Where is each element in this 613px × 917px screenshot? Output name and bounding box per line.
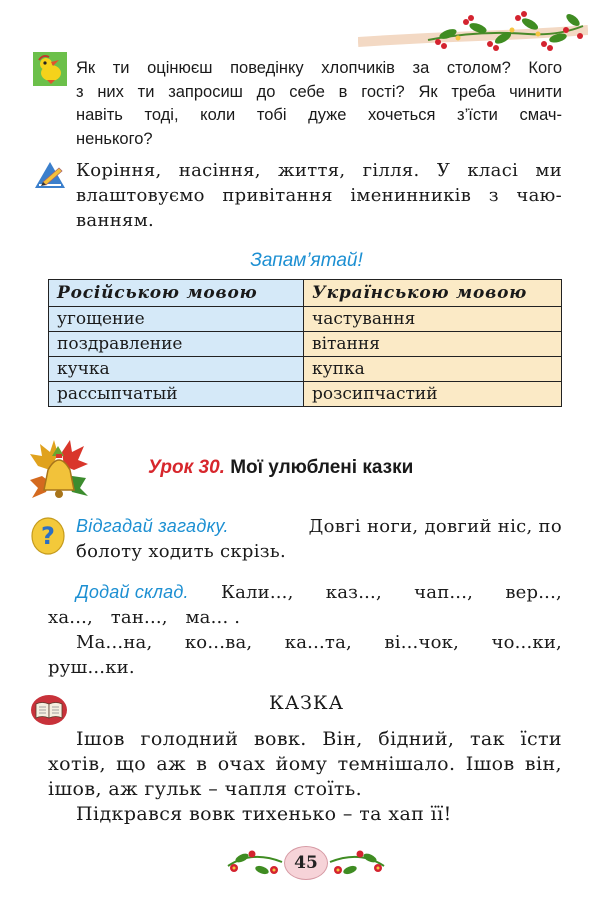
story-line: хотів, що аж в очах йому темнішало. Ішов він,: [48, 753, 562, 775]
question-line: з них ти запросиш до себе в гості? Як треба чинити: [76, 82, 562, 101]
remember-title: Запам’ятай!: [250, 250, 363, 271]
ukrainian-word: вітання: [304, 332, 562, 357]
syllables-line: [48, 630, 562, 655]
lesson-title: Мої улюблені казки: [230, 457, 414, 478]
question-line: ненького?: [76, 129, 153, 148]
dictation-line: ванням.: [76, 210, 155, 231]
syllable-item: ко...ва,: [184, 632, 253, 653]
dictation-paragraph: [76, 158, 562, 233]
russian-word: рассыпчатый: [49, 382, 304, 407]
ukrainian-word: частування: [304, 307, 562, 332]
dictation-line: влаштовуємо привітання іменинників з чаю-: [76, 185, 562, 206]
riddle-line: [76, 514, 562, 539]
syllables-line: ха..., тан..., ма... .: [48, 607, 241, 628]
story-line: Ішов голодний вовк. Він, бідний, так їсти: [76, 728, 562, 750]
russian-word: угощение: [49, 307, 304, 332]
table-row: [49, 332, 562, 357]
ukrainian-word: розсипчастий: [304, 382, 562, 407]
page-number: 45: [284, 846, 328, 880]
syllable-item: Ма...на,: [76, 632, 153, 653]
riddle-paragraph: [76, 514, 562, 564]
story-text: [48, 727, 562, 827]
question-line: Як ти оцінюєш поведінку хлопчиків за столом? Кого: [76, 59, 562, 77]
table-row: [49, 307, 562, 332]
floral-ornament-top: [358, 8, 588, 56]
dictation-line: Коріння, насіння, життя, гілля. У класі ми: [76, 160, 562, 181]
syllables-label: Додай склад.: [76, 582, 189, 602]
lesson-heading: [148, 457, 413, 479]
story-title: КАЗКА: [268, 692, 345, 714]
ukrainian-word: купка: [304, 357, 562, 382]
bird-icon: [33, 52, 67, 86]
riddle-label: Відгадай загадку.: [76, 516, 229, 536]
syllable-item: чап...,: [414, 582, 474, 603]
russian-word: кучка: [49, 357, 304, 382]
riddle-text-continued: болоту ходить скрізь.: [76, 541, 287, 562]
syllable-item: чо...ки,: [491, 632, 562, 653]
question-mark-icon: [30, 516, 66, 556]
writing-pencil-icon: [33, 160, 67, 190]
syllable-item: ка...та,: [284, 632, 352, 653]
lesson-number: Урок 30.: [148, 457, 225, 478]
vocabulary-table: [48, 279, 562, 407]
syllable-item: Кали...,: [220, 582, 294, 603]
syllable-item: каз...,: [325, 582, 382, 603]
syllable-item: вер...,: [505, 582, 562, 603]
syllable-item: ві...чок,: [384, 632, 459, 653]
syllables-line: [48, 580, 562, 605]
russian-word: поздравление: [49, 332, 304, 357]
riddle-text: Довгі ноги, довгий ніс, по: [308, 516, 562, 537]
question-line: навіть тоді, коли тобі дуже хочеться з’їсти смач-: [76, 106, 562, 124]
syllables-line: руш...ки.: [48, 657, 135, 678]
question-paragraph: [76, 57, 562, 151]
header-ukrainian: Українською мовою: [304, 280, 562, 307]
autumn-leaves-bell-icon: [28, 436, 90, 512]
svg-text:?: ?: [41, 522, 55, 550]
table-row: [49, 382, 562, 407]
story-line: ішов, аж гульк – чапля стоїть.: [48, 778, 363, 800]
syllables-exercise: [48, 580, 562, 680]
story-line: Підкрався вовк тихенько – та хап її!: [76, 803, 452, 825]
table-row: [49, 357, 562, 382]
header-russian: Російською мовою: [49, 280, 304, 307]
table-header-row: [49, 280, 562, 307]
